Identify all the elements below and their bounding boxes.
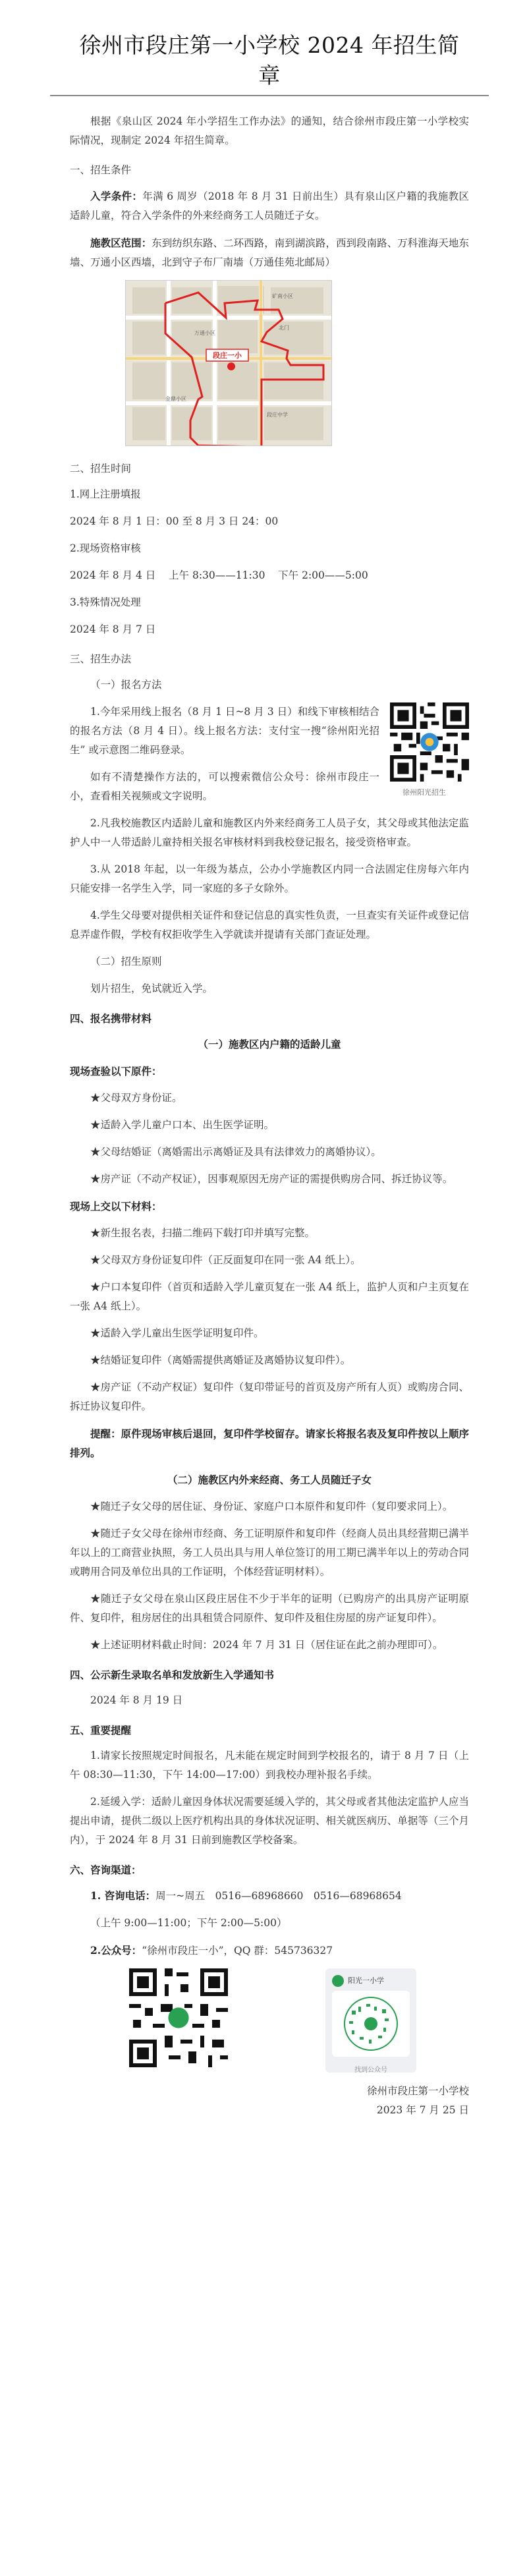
onsite-item-4: ★房产证（不动产权证），因事观原因无房产证的需提供购房合同、拆迁协议等。 <box>90 1173 453 1185</box>
mini-program-title: 阳光一小学 <box>348 1976 384 1985</box>
entry-condition-label: 入学条件： <box>90 190 143 202</box>
onsite-check-heading: 现场查验以下原件： <box>70 1065 162 1077</box>
online-registration-row <box>70 702 469 814</box>
map-label-north: 万通小区 <box>194 330 215 336</box>
section-3-heading: 三、招生办法 <box>70 653 132 665</box>
catchment-area-text: 东到纺织东路、二环西路，南到湖滨路，西到段南路、万科淮海天地东墙、万通小区西墙，北到守子布厂南墙（万通佳苑北邮局） <box>70 237 469 268</box>
time-item-3: 3.特殊情况处理 <box>70 596 141 608</box>
onsite-item-1: ★父母双方身份证。 <box>90 1092 182 1104</box>
section-2-heading: 二、招生时间 <box>70 463 132 474</box>
map-label-sw: 金鼎小区 <box>165 396 186 402</box>
consult-phone-label: 1. 咨询电话： <box>90 1889 156 1902</box>
mini-program-subtitle: 找到公众号 <box>354 2067 387 2074</box>
section-1-heading: 一、招生条件 <box>70 164 132 176</box>
time-item-2-pm: 下午 2:00——5:00 <box>278 569 368 581</box>
map-label-east: 矿南小区 <box>272 293 293 299</box>
intro-paragraph: 根据《泉山区 2024 年小学招生工作办法》的通知，结合徐州市段庄第一小学校实际情况，现制定 2024 年招生简章。 <box>70 115 469 146</box>
migrant-item-3: ★随迁子女父母在泉山区段庄居住不少于半年的证明（已购房产的出具房产证明原件、复印件，租房居住的出具租赁合同原件、复印件及租住房屋的房产证复印件）。 <box>70 1593 469 1624</box>
upload-item-2: ★父母双方身份证复印件（正反面复印在同一张 A4 纸上）。 <box>90 1254 361 1266</box>
method-paragraph-2: 2.凡我校施教区内适龄儿童和施教区内外来经商务工人员子女，其父母或其他法定监护人中一人带适龄儿童持相关报名审核材料到我校登记报名，接受资格审查。 <box>70 817 469 848</box>
mini-program-card[interactable] <box>325 1968 416 2073</box>
title-divider <box>50 95 489 96</box>
upload-item-1: ★新生报名表，扫描二维码下载打印并填写完整。 <box>90 1227 316 1239</box>
materials-part-1-heading: （一）施教区内户籍的适龄儿童 <box>198 1038 341 1050</box>
upload-item-4: ★适龄入学儿童出生医学证明复印件。 <box>90 1327 264 1339</box>
time-item-1: 1.网上注册填报 <box>70 488 141 500</box>
time-item-1-range: 2024 年 8 月 1 日：00 至 8 月 3 日 24：00 <box>70 515 279 527</box>
section-5-heading: 四、公示新生录取名单和发放新生入学通知书 <box>70 1669 275 1681</box>
upload-item-3: ★户口本复印件（首页和适龄入学儿童页复在一张 A4 纸上，监护人页和户主页复在一张 A4 纸上）。 <box>70 1281 469 1312</box>
signature-block <box>70 2082 469 2120</box>
footer-qr-row <box>70 1968 469 2073</box>
consult-wechat <box>70 1941 469 1961</box>
upload-item-5: ★结婚证复印件（离婚需提供离婚证及离婚协议复印件）。 <box>90 1354 351 1366</box>
sub-heading-principle: （二）招生原则 <box>90 956 162 967</box>
consult-wechat-text: “徐州市段庄一小”，QQ 群：545736327 <box>142 1945 333 1957</box>
entry-condition-text: 年满 6 周岁（2018 年 8 月 31 日前出生）具有泉山区户籍的我施教区适龄儿童，符合入学条件的外来经商务工人员随迁子女。 <box>70 190 469 221</box>
migrant-item-4: ★上述证明材料截止时间：2024 年 7 月 31 日（居住证在此之前办理即可）。 <box>90 1639 443 1651</box>
mini-program-code-icon <box>332 1991 410 2057</box>
materials-reminder: 提醒：原件现场审核后退回，复印件学校留存。请家长将报名表及复印件按以上顺序排列。 <box>70 1427 469 1459</box>
catchment-area <box>70 233 469 272</box>
time-item-2: 2.现场资格审核 <box>70 542 141 554</box>
catchment-map-image <box>126 281 332 446</box>
migrant-item-2: ★随迁子女父母在徐州市经商、务工证明原件和复印件（经商人员出具经营期已满半年以上的工商营业执照，务工人员出具与用人单位签订的用工期已满半年以上的劳动合同或聘用合同及单位出具的工作证明，个体经营证明材料）。 <box>70 1528 469 1578</box>
signature-date: 2023 年 7 月 25 日 <box>376 2104 469 2116</box>
registration-qr-caption: 徐州阳光招生 <box>402 788 446 797</box>
time-item-2-am: 上午 8:30——11:30 <box>169 569 265 581</box>
method-paragraph-1: 1.今年采用线上报名（8 月 1 日~8 月 3 日）和线下审核相结合的报名方法（8 月 4 日）。线上报名方法：支付宝一搜“徐州阳光招生” 或示意图二维码登录。 <box>70 706 379 756</box>
mini-program-logo-icon <box>332 1975 344 1987</box>
time-item-2-date: 2024 年 8 月 4 日 <box>70 569 156 581</box>
materials-part-2-heading: （二）施教区内外来经商、务工人员随迁子女 <box>167 1474 372 1486</box>
catchment-map <box>125 280 332 446</box>
wechat-qr-code[interactable] <box>129 1968 228 2067</box>
method-paragraph-4: 4.学生父母要对提供相关证件和登记信息的真实性负责，一旦查实有关证件或登记信息弄虚作假，学校有权拒收学生入学就读并提请有关部门查证处理。 <box>70 909 469 940</box>
upload-heading: 现场上交以下材料： <box>70 1200 162 1213</box>
onsite-item-3: ★父母结婚证（离婚需出示离婚证及具有法律效力的离婚协议）。 <box>90 1146 381 1158</box>
migrant-item-1: ★随迁子女父母的居住证、身份证、家庭户口本原件和复印件（复印要求同上）。 <box>90 1501 453 1512</box>
publication-date: 2024 年 8 月 19 日 <box>90 1694 183 1706</box>
consult-phone-text: 周一~周五 0516—68968660 0516—68968654 <box>155 1890 402 1902</box>
time-item-3-date: 2024 年 8 月 7 日 <box>70 623 156 635</box>
catchment-area-label: 施教区范围： <box>90 237 152 249</box>
map-school-label: 段庄一小 <box>213 351 242 360</box>
map-label-south: 段庄中学 <box>267 412 288 418</box>
upload-item-6: ★房产证（不动产权证）复印件（复印带证号的首页及房产所有人页）或购房合同、拆迁协议复印件。 <box>70 1381 469 1412</box>
entry-condition <box>70 186 469 225</box>
consult-phone-hours: （上午 9:00—11:00；下午 2:00—5:00） <box>90 1917 287 1929</box>
onsite-item-2: ★适龄入学儿童户口本、出生医学证明。 <box>90 1119 275 1131</box>
principle-text: 划片招生，免试就近入学。 <box>90 983 213 994</box>
reminder-2: 2.延缓入学：适龄儿童因身体状况需要延缓入学的，其父母或者其他法定监护人应当提出申请，提供二级以上医疗机构出具的身体状况证明、相关就医病历、单据等（三个月内），于 2024 年 8 月 31 日前到施教区学校备案。 <box>70 1796 469 1846</box>
section-4-heading: 四、报名携带材料 <box>70 1012 152 1025</box>
map-label-ne: 北门 <box>279 325 289 331</box>
registration-qr-block <box>379 702 469 797</box>
sub-heading-method: （一）报名方法 <box>90 679 162 691</box>
page-title: 徐州市段庄第一小学校 2024 年招生简章 <box>79 32 460 88</box>
section-7-heading: 六、咨询渠道： <box>70 1864 142 1876</box>
section-6-heading: 五、重要提醒 <box>70 1724 132 1736</box>
time-item-2-schedule <box>70 566 469 585</box>
signature-school: 徐州市段庄第一小学校 <box>366 2085 469 2097</box>
method-paragraph-1b: 如有不清楚操作方法的，可以搜索微信公众号：徐州市段庄一小，查看相关视频或文字说明。 <box>70 771 379 802</box>
registration-qr-code[interactable] <box>390 702 469 782</box>
consult-wechat-label: 2.公众号： <box>90 1944 142 1957</box>
reminder-1: 1.请家长按照规定时间报名，凡未能在规定时间到学校报名的，请于 8 月 7 日（上午 08:30—11:30，下午 14:00—17:00）到我校办理补报名手续。 <box>70 1750 469 1781</box>
consult-phone <box>70 1886 469 1906</box>
method-paragraph-3: 3.从 2018 年起，以一年级为基点，公办小学施教区内同一合法固定住房每六年内只能安排一名学生入学，同一家庭的多子女除外。 <box>70 863 469 894</box>
